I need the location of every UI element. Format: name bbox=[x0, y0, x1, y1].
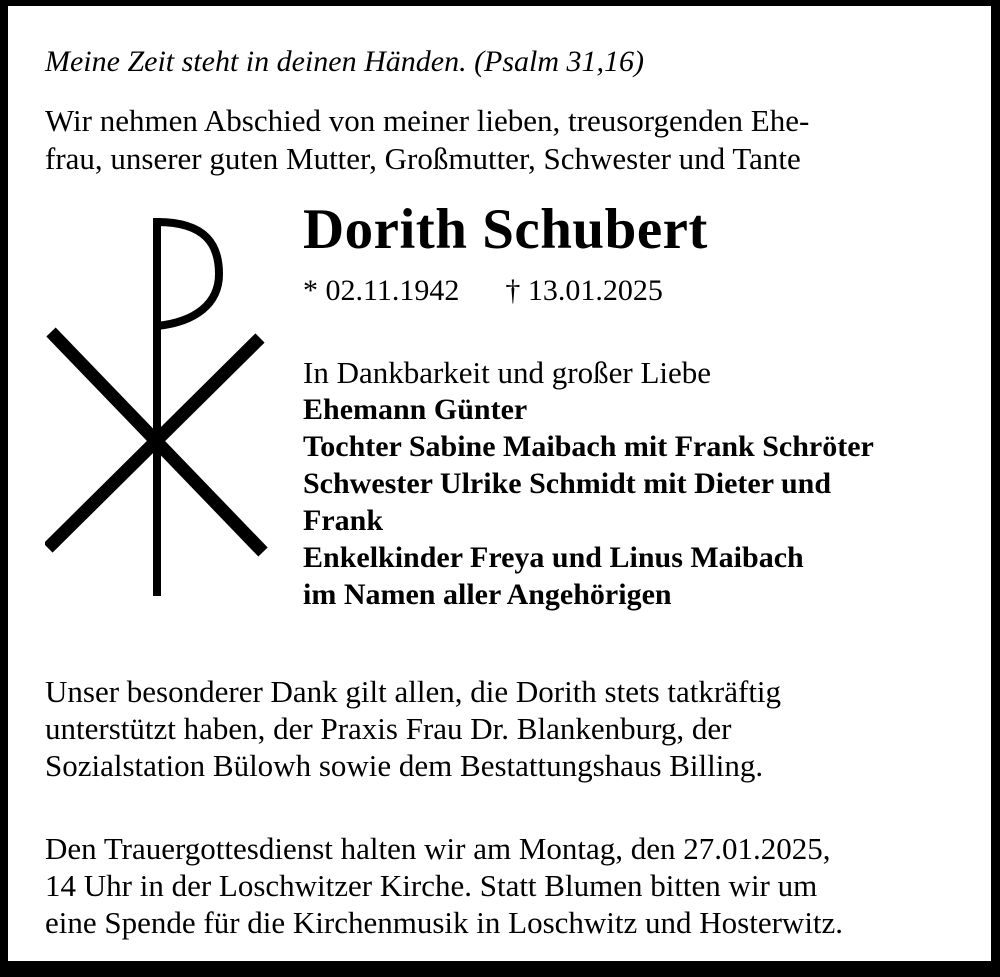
thanks-paragraph bbox=[45, 673, 953, 784]
mourner-line: Enkelkinder Freya und Linus Maibach bbox=[303, 541, 804, 574]
thanks-line: Unser besonderer Dank gilt allen, die Dorith stets tatkräftig bbox=[45, 674, 782, 709]
mourner-line: Tochter Sabine Maibach mit Frank Schröter bbox=[303, 430, 874, 463]
symbol-column bbox=[45, 200, 303, 613]
intro-line: Wir nehmen Abschied von meiner lieben, treusorgenden Ehe- bbox=[45, 103, 810, 138]
mourners-list bbox=[303, 391, 953, 613]
notice-content bbox=[8, 6, 991, 941]
life-dates bbox=[303, 274, 953, 308]
mourner-line: im Namen aller Angehörigen bbox=[303, 578, 672, 611]
service-line: 14 Uhr in der Loschwitzer Kirche. Statt Blumen bitten wir um bbox=[45, 868, 818, 903]
service-line: Den Trauergottesdienst halten wir am Montag, den 27.01.2025, bbox=[45, 831, 831, 866]
service-paragraph bbox=[45, 830, 953, 941]
intro-line: frau, unserer guten Mutter, Großmutter, Schwester und Tante bbox=[45, 141, 801, 176]
chi-rho-icon bbox=[45, 216, 303, 598]
intro-paragraph bbox=[45, 102, 953, 178]
thanks-line: unterstützt haben, der Praxis Frau Dr. Blankenburg, der bbox=[45, 711, 732, 746]
deceased-column bbox=[303, 200, 953, 613]
mourner-line: Schwester Ulrike Schmidt mit Dieter und bbox=[303, 467, 832, 500]
mourners-lead: In Dankbarkeit und großer Liebe bbox=[303, 355, 712, 390]
mourner-line: Ehemann Günter bbox=[303, 393, 528, 426]
psalm-quote: Meine Zeit steht in deinen Händen. (Psalm 31,16) bbox=[45, 45, 645, 78]
deceased-name: Dorith Schubert bbox=[303, 198, 708, 261]
thanks-line: Sozialstation Bülowh sowie dem Bestattungshaus Billing. bbox=[45, 748, 764, 783]
death-date: † 13.01.2025 bbox=[505, 274, 663, 307]
service-line: eine Spende für die Kirchenmusik in Loschwitz und Hosterwitz. bbox=[45, 905, 844, 940]
main-section bbox=[45, 200, 953, 613]
mourner-line: Frank bbox=[303, 504, 384, 537]
birth-date: * 02.11.1942 bbox=[303, 274, 460, 307]
